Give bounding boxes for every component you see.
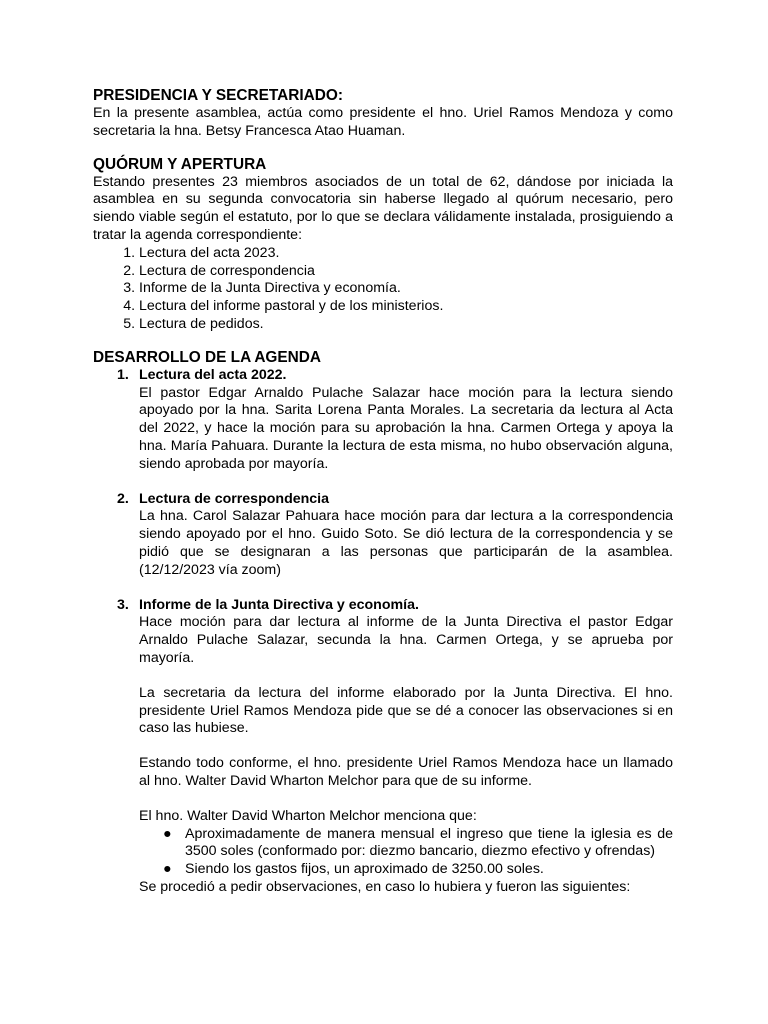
desarrollo-list (93, 367, 673, 897)
presidencia-text: En la presente asamblea, actúa como presidente el hno. Uriel Ramos Mendoza y como secretaria la hna. Betsy Francesca Atao Huaman. (93, 105, 673, 139)
item-paragraph: Hace moción para dar lectura al informe de la Junta Directiva el pastor Edgar Arnaldo Pulache Salazar, secunda la hna. Carmen Ortega, y se aprueba por mayoría. (139, 614, 673, 666)
agenda-list (93, 245, 673, 334)
agenda-item: 4. Lectura del informe pastoral y de los ministerios. (139, 298, 673, 316)
section-desarrollo (93, 348, 673, 897)
desarrollo-item-2 (93, 491, 673, 580)
item-paragraph: El hno. Walter David Wharton Melchor menciona que: (139, 807, 477, 824)
item-number: 3. (117, 596, 129, 613)
item-title: Lectura de correspondencia (139, 490, 330, 507)
bullet-icon: ● (163, 861, 172, 878)
item-paragraph: Estando todo conforme, el hno. presidente Uriel Ramos Mendoza hace un llamado al hno. Walter David Wharton Melchor para que de su informe. (139, 755, 673, 789)
section-quorum (93, 155, 673, 334)
bullet-text: Aproximadamente de manera mensual el ingreso que tiene la iglesia es de 3500 soles (conformado por: diezmo bancario, diezmo efectivo y ofrendas) (185, 825, 673, 860)
item-number: 2. (117, 490, 129, 507)
heading-quorum: QUÓRUM Y APERTURA (93, 155, 267, 173)
bullet-item (93, 826, 673, 862)
agenda-item: 3. Informe de la Junta Directiva y economía. (139, 280, 673, 298)
item-title: Informe de la Junta Directiva y economía. (139, 596, 419, 613)
desarrollo-item-3 (93, 597, 673, 897)
item-paragraph: La secretaria da lectura del informe elaborado por la Junta Directiva. El hno. presidente Uriel Ramos Mendoza pide que se dé a conocer las observaciones si en caso las hubiese. (139, 684, 673, 737)
bullet-list (93, 826, 673, 879)
agenda-item: 5. Lectura de pedidos. (139, 316, 673, 334)
section-presidencia (93, 86, 673, 141)
item-paragraph: El pastor Edgar Arnaldo Pulache Salazar hace moción para la lectura siendo apoyado por la hna. Sarita Lorena Panta Morales. La secretaria da lectura al Acta del 2022, y hace la moción para su aprobación la hna. Carmen Ortega y apoya la hna. María Pahuara. Durante la lectura de esta misma, no hubo observación alguna, siendo aprobada por mayoría. (139, 384, 673, 472)
desarrollo-item-1 (93, 367, 673, 474)
heading-desarrollo: DESARROLLO DE LA AGENDA (93, 348, 322, 366)
item-paragraph: La hna. Carol Salazar Pahuara hace moción para dar lectura a la correspondencia siendo apoyado por el hno. Guido Soto. Se dió lectura de la correspondencia y se pidió que se designaran a las personas que participarán de la asamblea. (12/12/2023 vía zoom) (139, 508, 673, 578)
item-title: Lectura del acta 2022. (139, 366, 287, 383)
item-number: 1. (117, 366, 129, 383)
quorum-text: Estando presentes 23 miembros asociados de un total de 62, dándose por iniciada la asamblea en su segunda convocatoria sin haberse llegado al quórum necesario, pero siendo viable según el estatuto, por lo que se declara válidamente instalada, prosiguiendo a tratar la agenda correspondiente: (93, 173, 673, 243)
bullet-icon: ● (163, 825, 172, 842)
agenda-item: 2. Lectura de correspondencia (139, 263, 673, 281)
bullet-text: Siendo los gastos fijos, un aproximado de 3250.00 soles. (185, 861, 544, 878)
item-closing: Se procedió a pedir observaciones, en caso lo hubiera y fueron las siguientes: (139, 878, 631, 895)
document-page (93, 86, 673, 897)
agenda-item: 1. Lectura del acta 2023. (139, 245, 673, 263)
bullet-item (93, 861, 673, 879)
heading-presidencia: PRESIDENCIA Y SECRETARIADO: (93, 87, 343, 104)
